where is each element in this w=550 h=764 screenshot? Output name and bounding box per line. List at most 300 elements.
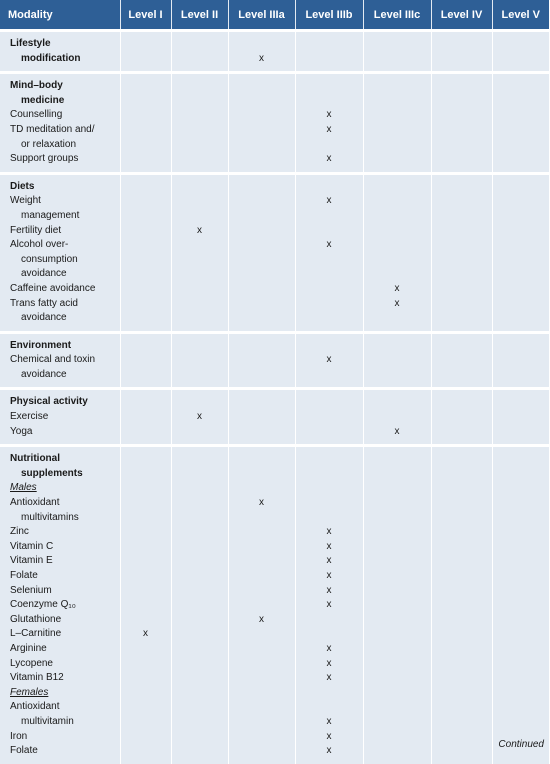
evidence-mark xyxy=(121,282,171,297)
evidence-mark: x xyxy=(326,642,332,654)
evidence-mark xyxy=(432,152,492,167)
evidence-mark xyxy=(229,744,295,759)
level-cell xyxy=(363,389,431,446)
evidence-mark xyxy=(364,311,431,326)
evidence-mark xyxy=(229,311,295,326)
evidence-mark xyxy=(364,598,431,613)
evidence-mark xyxy=(121,209,171,224)
evidence-mark xyxy=(493,123,550,138)
evidence-mark xyxy=(121,744,171,759)
evidence-mark xyxy=(229,253,295,268)
evidence-mark xyxy=(493,410,550,425)
evidence-mark xyxy=(493,368,550,383)
evidence-mark xyxy=(364,525,431,540)
evidence-mark xyxy=(172,37,228,52)
evidence-mark xyxy=(493,253,550,268)
evidence-mark xyxy=(172,569,228,584)
modality-group-row xyxy=(0,173,549,332)
modality-group-row xyxy=(0,332,549,389)
sex-subheading: Females xyxy=(10,686,49,698)
evidence-mark xyxy=(364,686,431,701)
evidence-mark: x xyxy=(143,628,148,640)
evidence-mark xyxy=(364,37,431,52)
table-body xyxy=(0,31,549,764)
evidence-mark xyxy=(229,657,295,672)
evidence-mark xyxy=(364,368,431,383)
evidence-mark xyxy=(172,598,228,613)
evidence-mark xyxy=(172,540,228,555)
evidence-mark xyxy=(493,395,550,410)
evidence-mark xyxy=(229,700,295,715)
evidence-mark xyxy=(229,138,295,153)
evidence-mark xyxy=(121,194,171,209)
evidence-mark xyxy=(364,481,431,496)
evidence-mark: x xyxy=(326,239,332,251)
modality-label: Folate xyxy=(10,570,38,581)
evidence-mark xyxy=(364,238,431,253)
level-cell xyxy=(431,389,492,446)
evidence-mark xyxy=(432,138,492,153)
evidence-mark: x xyxy=(326,354,332,366)
evidence-mark xyxy=(229,108,295,123)
evidence-mark xyxy=(364,123,431,138)
evidence-mark xyxy=(172,613,228,628)
level-cell xyxy=(171,31,228,73)
level-cell xyxy=(120,73,171,174)
evidence-mark xyxy=(364,671,431,686)
evidence-mark xyxy=(493,627,550,642)
evidence-mark xyxy=(121,657,171,672)
column-header-level-i: Level I xyxy=(120,0,171,31)
evidence-mark xyxy=(364,554,431,569)
evidence-mark xyxy=(121,569,171,584)
category-heading: supplements xyxy=(21,467,83,479)
evidence-mark xyxy=(172,52,228,67)
evidence-mark xyxy=(432,339,492,354)
evidence-mark xyxy=(493,425,550,440)
evidence-mark xyxy=(229,152,295,167)
evidence-mark xyxy=(296,410,363,425)
evidence-mark xyxy=(493,569,550,584)
level-cell xyxy=(171,389,228,446)
modality-label: Selenium xyxy=(10,584,52,596)
evidence-mark: x xyxy=(259,613,264,625)
evidence-mark xyxy=(229,686,295,701)
column-header-level-iiib: Level IIIb xyxy=(295,0,363,31)
evidence-mark xyxy=(364,194,431,209)
evidence-mark xyxy=(432,481,492,496)
category-heading: medicine xyxy=(21,94,65,106)
evidence-mark xyxy=(432,238,492,253)
evidence-mark xyxy=(364,715,431,730)
evidence-mark xyxy=(229,37,295,52)
column-header-modality: Modality xyxy=(0,0,120,31)
evidence-mark xyxy=(432,108,492,123)
evidence-mark xyxy=(121,686,171,701)
level-cell xyxy=(492,389,549,446)
evidence-mark xyxy=(432,37,492,52)
modality-label: Lycopene xyxy=(10,657,53,669)
level-cell xyxy=(492,332,549,389)
level-cell xyxy=(228,31,295,73)
modality-label: Coenzyme Q₁₀ xyxy=(10,599,76,611)
evidence-mark xyxy=(432,525,492,540)
column-header-level-ii: Level II xyxy=(171,0,228,31)
evidence-mark xyxy=(229,282,295,297)
modality-label: Weight xyxy=(10,195,41,207)
evidence-mark xyxy=(121,94,171,109)
evidence-mark xyxy=(493,511,550,526)
level-cell xyxy=(120,332,171,389)
evidence-mark xyxy=(432,452,492,467)
category-heading: modification xyxy=(21,52,81,64)
level-cell xyxy=(228,332,295,389)
evidence-mark xyxy=(229,467,295,482)
evidence-mark xyxy=(364,267,431,282)
header-row xyxy=(0,0,549,31)
evidence-mark xyxy=(229,180,295,195)
evidence-mark xyxy=(432,598,492,613)
evidence-mark xyxy=(493,686,550,701)
evidence-mark xyxy=(172,554,228,569)
evidence-mark xyxy=(121,715,171,730)
evidence-mark xyxy=(121,525,171,540)
modality-label: Antioxidant xyxy=(10,701,60,713)
modality-label: L–Carnitine xyxy=(10,628,62,640)
evidence-mark xyxy=(121,511,171,526)
evidence-mark xyxy=(229,238,295,253)
evidence-mark xyxy=(229,194,295,209)
evidence-mark xyxy=(432,52,492,67)
column-header-level-iiic: Level IIIc xyxy=(363,0,431,31)
evidence-mark: x xyxy=(326,540,332,552)
evidence-mark xyxy=(296,481,363,496)
evidence-mark xyxy=(296,496,363,511)
evidence-mark xyxy=(432,253,492,268)
modality-label: Vitamin C xyxy=(10,540,54,552)
evidence-mark xyxy=(172,496,228,511)
evidence-mark xyxy=(229,452,295,467)
evidence-mark xyxy=(229,730,295,745)
evidence-mark xyxy=(364,730,431,745)
level-cell xyxy=(295,332,363,389)
modality-label: Caffeine avoidance xyxy=(10,282,96,294)
category-heading: Diets xyxy=(10,180,35,192)
level-cell xyxy=(120,389,171,446)
continued-note: Continued xyxy=(498,739,544,750)
evidence-mark xyxy=(172,425,228,440)
evidence-mark xyxy=(121,224,171,239)
evidence-mark xyxy=(364,224,431,239)
evidence-mark xyxy=(121,395,171,410)
evidence-mark xyxy=(172,744,228,759)
evidence-mark xyxy=(296,627,363,642)
modality-label: Chemical and toxin xyxy=(10,354,96,366)
evidence-mark xyxy=(493,282,550,297)
evidence-mark xyxy=(229,554,295,569)
evidence-mark xyxy=(121,613,171,628)
evidence-mark xyxy=(229,511,295,526)
evidence-mark xyxy=(364,209,431,224)
evidence-mark xyxy=(121,253,171,268)
evidence-mark xyxy=(432,613,492,628)
modality-label: Iron xyxy=(10,730,28,742)
evidence-mark xyxy=(493,138,550,153)
evidence-mark xyxy=(432,311,492,326)
modality-label: Zinc xyxy=(10,526,29,538)
modality-label: Trans fatty acid xyxy=(10,297,78,309)
evidence-mark xyxy=(121,598,171,613)
level-cell xyxy=(431,332,492,389)
modality-cell xyxy=(0,73,120,174)
evidence-mark xyxy=(432,511,492,526)
evidence-mark xyxy=(229,715,295,730)
evidence-mark xyxy=(364,627,431,642)
evidence-mark xyxy=(364,152,431,167)
evidence-mark xyxy=(121,152,171,167)
evidence-mark: x xyxy=(326,730,332,742)
evidence-mark xyxy=(364,353,431,368)
evidence-mark xyxy=(121,311,171,326)
level-cell xyxy=(431,173,492,332)
evidence-mark xyxy=(172,686,228,701)
evidence-mark xyxy=(172,481,228,496)
evidence-mark xyxy=(121,180,171,195)
category-heading: Lifestyle xyxy=(10,38,51,49)
evidence-mark xyxy=(432,496,492,511)
category-heading: Mind–body xyxy=(10,80,63,92)
evidence-mark xyxy=(172,108,228,123)
modality-label: avoidance xyxy=(21,268,67,280)
evidence-mark xyxy=(432,180,492,195)
level-cell xyxy=(171,173,228,332)
evidence-mark xyxy=(364,395,431,410)
evidence-mark xyxy=(172,671,228,686)
evidence-mark xyxy=(121,108,171,123)
evidence-mark: x xyxy=(326,745,332,757)
evidence-mark: x xyxy=(259,52,264,64)
level-cell xyxy=(120,446,171,764)
level-cell xyxy=(120,173,171,332)
evidence-mark xyxy=(229,123,295,138)
evidence-mark xyxy=(229,297,295,312)
evidence-mark xyxy=(364,642,431,657)
evidence-mark xyxy=(172,525,228,540)
evidence-mark xyxy=(432,686,492,701)
evidence-mark xyxy=(229,481,295,496)
evidence-mark xyxy=(229,224,295,239)
evidence-mark xyxy=(296,253,363,268)
evidence-mark xyxy=(121,554,171,569)
modality-label: Alcohol over- xyxy=(10,239,69,251)
level-cell xyxy=(431,446,492,764)
modality-group-row xyxy=(0,31,549,73)
evidence-mark xyxy=(229,525,295,540)
sex-subheading: Males xyxy=(10,482,37,494)
evidence-mark xyxy=(364,79,431,94)
evidence-mark xyxy=(364,744,431,759)
evidence-mark xyxy=(172,123,228,138)
evidence-mark xyxy=(432,744,492,759)
evidence-mark xyxy=(296,339,363,354)
level-cell xyxy=(363,332,431,389)
evidence-mark xyxy=(432,671,492,686)
evidence-mark xyxy=(121,410,171,425)
modality-label: or relaxation xyxy=(21,138,77,150)
evidence-mark: x xyxy=(326,153,332,165)
column-header-level-iiia: Level IIIa xyxy=(228,0,295,31)
modality-cell xyxy=(0,389,120,446)
evidence-mark xyxy=(493,525,550,540)
evidence-mark xyxy=(493,209,550,224)
modality-label: Support groups xyxy=(10,153,79,165)
evidence-mark xyxy=(121,37,171,52)
evidence-mark xyxy=(493,353,550,368)
evidence-mark: x xyxy=(326,555,332,567)
evidence-mark xyxy=(432,224,492,239)
evidence-mark xyxy=(364,138,431,153)
level-cell xyxy=(295,446,363,764)
evidence-mark xyxy=(121,339,171,354)
evidence-mark xyxy=(296,180,363,195)
modality-label: Arginine xyxy=(10,642,47,654)
modality-label: avoidance xyxy=(21,312,67,324)
evidence-mark xyxy=(432,123,492,138)
evidence-mark xyxy=(432,584,492,599)
level-cell xyxy=(228,73,295,174)
evidence-mark xyxy=(364,584,431,599)
evidence-mark xyxy=(432,569,492,584)
level-cell xyxy=(363,73,431,174)
level-cell xyxy=(295,31,363,73)
evidence-mark xyxy=(121,238,171,253)
evidence-mark xyxy=(121,642,171,657)
evidence-mark: x xyxy=(259,497,264,509)
evidence-mark xyxy=(172,700,228,715)
evidence-mark xyxy=(172,267,228,282)
evidence-mark xyxy=(172,368,228,383)
evidence-mark xyxy=(229,410,295,425)
modality-cell xyxy=(0,173,120,332)
evidence-mark xyxy=(172,395,228,410)
category-heading: Environment xyxy=(10,339,72,351)
evidence-mark xyxy=(121,123,171,138)
evidence-mark xyxy=(172,79,228,94)
evidence-mark xyxy=(296,297,363,312)
evidence-mark xyxy=(172,657,228,672)
evidence-mark xyxy=(172,642,228,657)
evidence-mark xyxy=(364,511,431,526)
modality-cell xyxy=(0,332,120,389)
modality-group-row xyxy=(0,446,549,764)
evidence-mark xyxy=(493,94,550,109)
evidence-mark xyxy=(432,715,492,730)
evidence-mark xyxy=(493,467,550,482)
evidence-mark xyxy=(296,613,363,628)
evidence-mark xyxy=(296,311,363,326)
evidence-mark xyxy=(172,467,228,482)
evidence-mark xyxy=(172,152,228,167)
modality-label: Fertility diet xyxy=(10,224,62,236)
modality-label: Exercise xyxy=(10,411,49,423)
evidence-mark xyxy=(172,311,228,326)
evidence-mark xyxy=(121,267,171,282)
evidence-mark xyxy=(493,700,550,715)
level-cell xyxy=(295,73,363,174)
evidence-mark xyxy=(121,79,171,94)
evidence-mark xyxy=(364,613,431,628)
evidence-mark xyxy=(229,598,295,613)
evidence-mark xyxy=(121,671,171,686)
modality-label: avoidance xyxy=(21,368,67,380)
evidence-mark xyxy=(364,700,431,715)
level-cell xyxy=(171,332,228,389)
evidence-mark xyxy=(432,368,492,383)
evidence-mark xyxy=(296,425,363,440)
level-cell xyxy=(363,31,431,73)
evidence-mark: x xyxy=(326,715,332,727)
evidence-mark: x xyxy=(326,599,332,611)
evidence-mark xyxy=(296,94,363,109)
evidence-mark xyxy=(432,700,492,715)
evidence-mark xyxy=(432,540,492,555)
evidence-mark xyxy=(296,224,363,239)
evidence-mark: x xyxy=(326,657,332,669)
evidence-mark xyxy=(229,339,295,354)
evidence-mark: x xyxy=(326,195,332,207)
modality-label: TD meditation and/ xyxy=(10,123,95,135)
evidence-mark xyxy=(493,339,550,354)
evidence-mark xyxy=(493,52,550,67)
evidence-mark xyxy=(493,657,550,672)
evidence-mark xyxy=(493,311,550,326)
evidence-mark xyxy=(493,584,550,599)
evidence-mark xyxy=(296,395,363,410)
evidence-mark xyxy=(432,627,492,642)
modality-label: Folate xyxy=(10,745,38,757)
evidence-mark: x xyxy=(197,411,202,423)
evidence-mark xyxy=(432,425,492,440)
evidence-mark xyxy=(493,108,550,123)
evidence-mark xyxy=(121,297,171,312)
evidence-mark xyxy=(121,540,171,555)
evidence-mark: x xyxy=(197,224,202,236)
evidence-mark xyxy=(432,297,492,312)
evidence-mark: x xyxy=(326,584,332,596)
evidence-mark xyxy=(364,253,431,268)
level-cell xyxy=(431,31,492,73)
evidence-mark xyxy=(296,267,363,282)
evidence-mark xyxy=(364,108,431,123)
evidence-mark xyxy=(296,700,363,715)
modality-label: management xyxy=(21,209,80,221)
evidence-mark xyxy=(493,194,550,209)
evidence-mark xyxy=(493,152,550,167)
evidence-mark xyxy=(364,94,431,109)
evidence-mark xyxy=(172,238,228,253)
evidence-mark xyxy=(121,52,171,67)
evidence-mark xyxy=(296,368,363,383)
evidence-mark xyxy=(172,627,228,642)
evidence-mark xyxy=(121,481,171,496)
level-cell xyxy=(492,31,549,73)
level-cell xyxy=(492,173,549,332)
level-cell xyxy=(295,173,363,332)
modality-label: multivitamins xyxy=(21,511,79,523)
evidence-mark xyxy=(296,511,363,526)
evidence-mark xyxy=(432,267,492,282)
evidence-mark xyxy=(172,353,228,368)
